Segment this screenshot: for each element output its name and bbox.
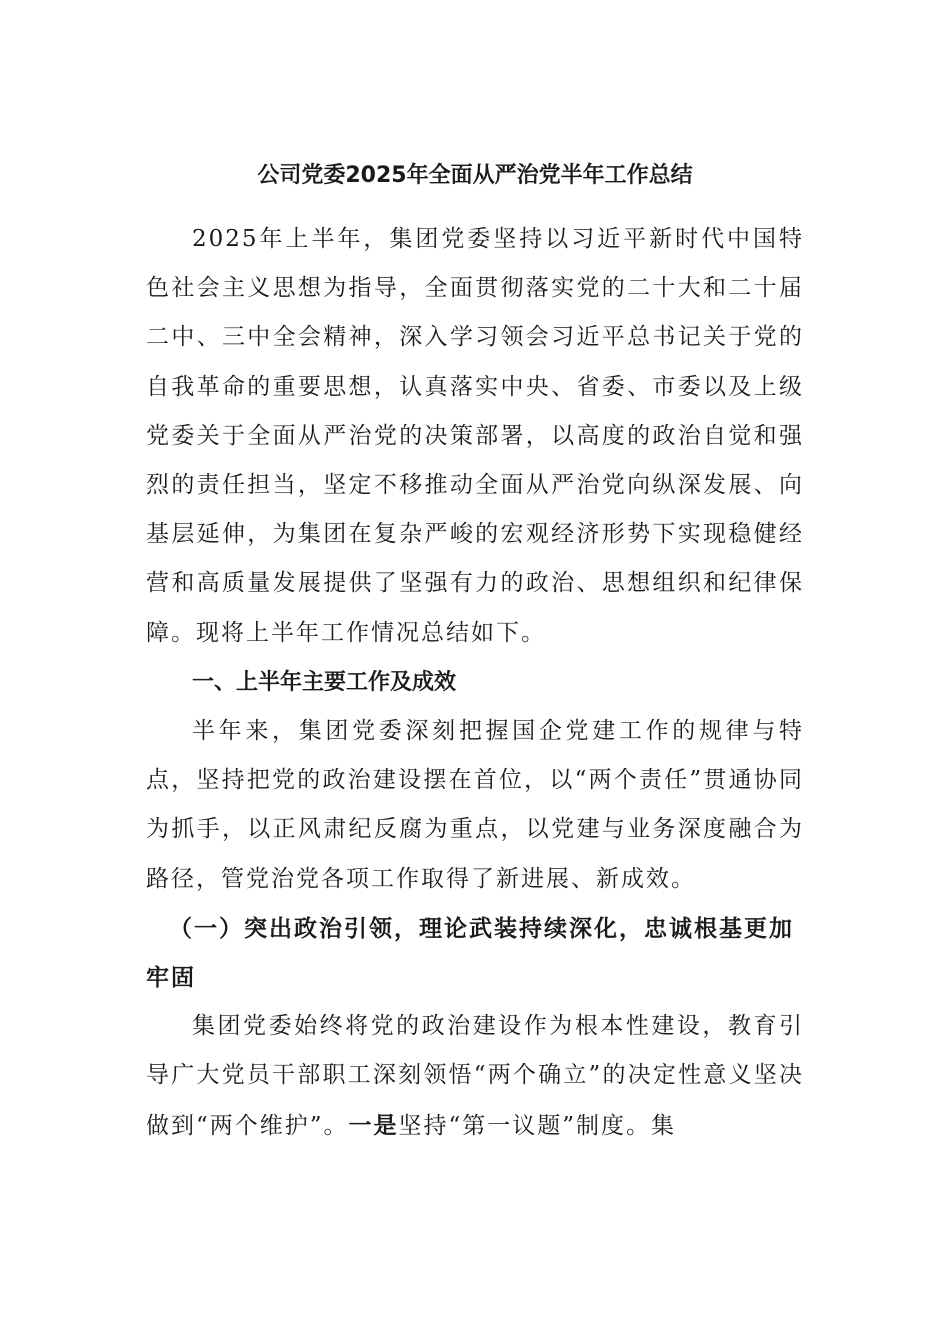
document-title: 公司党委2025年全面从严治党半年工作总结 [257,163,693,188]
subsection1-text-start: 集团党委始终将党的政治建设作为根本性建设，教育引导广大党员干部职工深刻领悟“两个确立”的决定性意义坚决做到“两个维护”。 [146,1013,804,1139]
subsection1-paragraph [146,1002,804,1151]
subsection1-text-rest: 坚持“第一议题”制度。集 [398,1112,677,1139]
intro-paragraph: 2025年上半年，集团党委坚持以习近平新时代中国特色社会主义思想为指导，全面贯彻落实党的二十大和二十届二中、三中全会精神，深入学习领会习近平总书记关于党的自我革命的重要思想，认真落实中央、省委、市委以及上级党委关于全面从严治党的决策部署，以高度的政治自觉和强烈的责任担当，坚定不移推动全面从严治党向纵深发展、向基层延伸，为集团在复杂严峻的宏观经济形势下实现稳健经营和高质量发展提供了坚强有力的政治、思想组织和纪律保障。现将上半年工作情况总结如下。 [146,226,804,646]
section-heading-1: 一、上半年主要工作及成效 [192,669,457,695]
subsection1-lead-bold: 一是 [348,1111,399,1139]
document-body [146,215,804,1151]
section1-paragraph: 半年来，集团党委深刻把握国企党建工作的规律与特点，坚持把党的政治建设摆在首位，以“两个责任”贯通协同为抓手，以正风肃纪反腐为重点，以党建与业务深度融合为路径，管党治党各项工作取得了新进展、新成效。 [146,718,804,892]
subsection-heading-1: （一）突出政治引领，理论武装持续深化，忠诚根基更加牢固 [146,914,794,992]
